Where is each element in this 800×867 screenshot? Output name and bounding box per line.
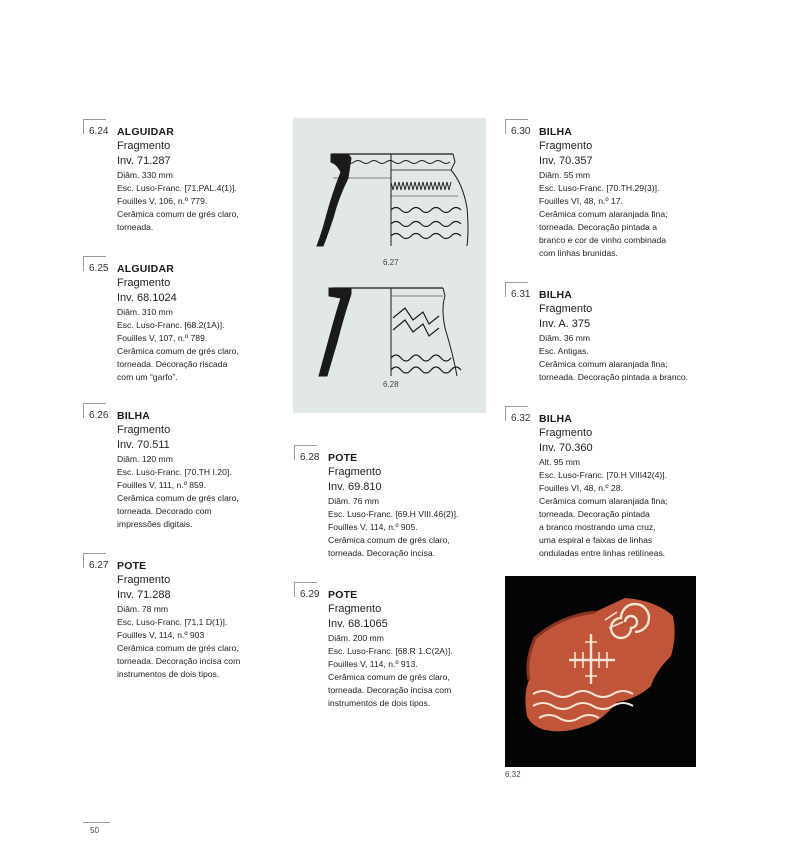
catalogue-entry [300,451,503,560]
entry-inventory: Inv. 70.511 [117,439,170,451]
entry-detail-line: branco e cor de vinho combinada [539,235,667,245]
entry-title: BILHA [539,126,573,138]
entry-detail-line: Esc. Luso-Franc. [71.PAL.4(1)]. [117,183,237,193]
entry-type: Fragmento [117,424,171,436]
entry-detail-line: Diâm. 200 mm [328,633,384,643]
entry-detail-line: Fouilles VI, 48, n.º 17. [539,196,623,206]
entry-detail-line: torneada. Decoração pintada a [539,222,658,232]
entry-detail-line: Cerâmica comum de grés claro, [117,643,239,653]
drawing-panel [293,118,486,413]
entry-title: BILHA [539,289,573,301]
entry-type: Fragmento [117,574,171,586]
entry-inventory: Inv. 71.288 [117,589,171,601]
catalogue-entry [89,125,292,234]
entry-detail-line: torneada. Decoração incisa com [117,656,241,666]
catalogue-entry [300,588,503,710]
entry-number: 6.29 [300,589,320,600]
entry-number: 6.30 [511,126,531,137]
entry-detail-line: Fouilles V, 114, n.º 913. [328,659,418,669]
entry-title: BILHA [117,410,151,422]
entry-number: 6.28 [300,452,320,463]
entry-detail-line: Cerâmica comum de grés claro, [117,346,239,356]
entry-detail-line: Diâm. 330 mm [117,170,173,180]
entry-detail-line: Fouilles V, 114, n.º 905. [328,522,418,532]
figure-caption-6-28: 6.28 [383,380,399,389]
entry-detail-line: com um “garfo”. [117,372,178,382]
entry-inventory: Inv. 71.287 [117,155,171,167]
entry-number: 6.27 [89,560,109,571]
entry-inventory: Inv. A. 375 [539,318,591,330]
entry-detail-line: Cerâmica comum de grés claro, [117,209,239,219]
entry-detail-line: Esc. Luso-Franc. [68.R 1.C(2A)]. [328,646,453,656]
entry-number: 6.26 [89,410,109,421]
page-number: 50 [83,822,110,835]
entry-detail-line: Esc. Antigas. [539,346,589,356]
drawing-6-28 [319,288,461,376]
entry-detail-line: instrumentos de dois tipos. [328,698,431,708]
entry-type: Fragmento [117,277,171,289]
entry-type: Fragmento [328,603,382,615]
entry-detail-line: Esc. Luso-Franc. [69.H VIII.46(2)]. [328,509,459,519]
entry-number: 6.25 [89,263,109,274]
entry-type: Fragmento [539,427,593,439]
entry-detail-line: instrumentos de dois tipos. [117,669,220,679]
entry-title: POTE [328,589,358,601]
entry-detail-line: Esc. Luso-Franc. [68.2(1A)]. [117,320,225,330]
entry-type: Fragmento [117,140,171,152]
entry-detail-line: Alt. 95 mm [539,457,581,467]
entry-detail-line: Fouilles V, 111, n.º 859. [117,480,206,490]
entry-title: POTE [328,452,358,464]
entry-title: BILHA [539,413,573,425]
entry-detail-line: Fouilles V, 114, n.º 903 [117,630,205,640]
entry-detail-line: torneada. Decoração pintada [539,509,650,519]
catalogue-entry [511,288,714,384]
catalogue-entry [89,262,292,384]
drawing-6-27 [317,154,468,246]
entry-detail-line: torneada. [117,222,154,232]
entry-detail-line: torneada. Decoração incisa. [328,548,436,558]
entry-detail-line: torneada. Decoração riscada [117,359,228,369]
entry-inventory: Inv. 68.1024 [117,292,177,304]
entry-detail-line: Esc. Luso-Franc. [70.H VIII42(4)]. [539,470,667,480]
sherd-photo [505,576,696,767]
figure-caption-6-32: 6.32 [505,770,521,779]
entry-detail-line: impressões digitais. [117,519,193,529]
entry-inventory: Inv. 70.360 [539,442,593,454]
catalogue-entry [89,559,292,681]
entry-detail-line: Cerâmica comum alaranjada fina; [539,496,668,506]
entry-title: ALGUIDAR [117,126,175,138]
entry-detail-line: Cerâmica comum alaranjada fina; [539,359,668,369]
catalogue-entry [89,409,292,531]
entry-detail-line: Diâm. 36 mm [539,333,591,343]
entry-detail-line: Cerâmica comum alaranjada fina; [539,209,668,219]
entry-number: 6.24 [89,126,109,137]
entry-detail-line: a branco mostrando uma cruz, [539,522,656,532]
catalogue-entry [511,412,714,560]
entry-inventory: Inv. 70.357 [539,155,593,167]
entry-detail-line: Cerâmica comum de grés claro, [117,493,239,503]
entry-type: Fragmento [539,140,593,152]
entry-detail-line: Diâm. 120 mm [117,454,173,464]
entry-type: Fragmento [539,303,593,315]
entry-detail-line: Esc. Luso-Franc. [71.1 D(1)]. [117,617,228,627]
entry-detail-line: uma espiral e faixas de linhas [539,535,653,545]
entry-number: 6.32 [511,413,531,424]
entry-detail-line: torneada. Decorado com [117,506,212,516]
entry-inventory: Inv. 68.1065 [328,618,388,630]
entry-type: Fragmento [328,466,382,478]
entry-detail-line: Diâm. 310 mm [117,307,173,317]
figure-caption-6-27: 6.27 [383,258,399,267]
catalogue-entry [511,125,714,260]
entry-inventory: Inv. 69.810 [328,481,382,493]
entry-detail-line: Cerâmica comum de grés claro, [328,535,450,545]
entry-title: ALGUIDAR [117,263,175,275]
entry-detail-line: Diâm. 55 mm [539,170,591,180]
entry-detail-line: torneada. Decoração pintada a branco. [539,372,689,382]
entry-detail-line: Esc. Luso-Franc. [70.TH.29(3)]. [539,183,660,193]
entry-detail-line: Fouilles VI, 48, n.º 28. [539,483,623,493]
entry-detail-line: Diâm. 76 mm [328,496,380,506]
entry-detail-line: Fouilles V, 107, n.º 789. [117,333,208,343]
entry-detail-line: Fouilles V, 106, n.º 779. [117,196,208,206]
entry-detail-line: onduladas entre linhas retilíneas. [539,548,666,558]
entry-detail-line: Cerâmica comum de grés claro, [328,672,450,682]
entry-detail-line: torneada. Decoração incisa com [328,685,452,695]
entry-title: POTE [117,560,147,572]
entry-number: 6.31 [511,289,531,300]
entry-detail-line: com linhas brunidas. [539,248,618,258]
entry-detail-line: Esc. Luso-Franc. [70.TH I.20]. [117,467,232,477]
entry-detail-line: Diâm. 78 mm [117,604,169,614]
